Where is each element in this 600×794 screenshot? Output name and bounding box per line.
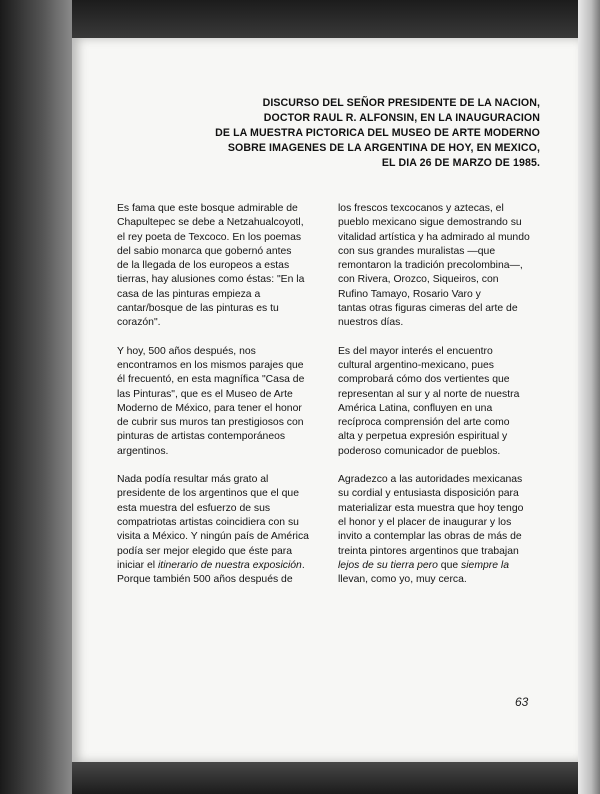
text-line: poderoso comunicador de pueblos. — [338, 445, 501, 457]
paragraph — [338, 345, 543, 459]
scan-border-bottom — [0, 760, 600, 794]
text-line: las Pinturas", que es el Museo de Arte — [117, 388, 293, 400]
text-line: recíproca comprensión del arte como — [338, 417, 510, 429]
text-run: iniciar el — [117, 559, 158, 571]
text-line: tierras, hay alusiones como éstas: "En la — [117, 274, 305, 286]
text-line: argentinos. — [117, 445, 169, 457]
italic-text-run: itinerario de nuestra exposición — [158, 559, 302, 571]
text-line: presidente de los argentinos que el que — [117, 488, 299, 500]
text-line: podía ser mejor elegido que éste para — [117, 545, 293, 557]
paragraph — [117, 202, 322, 331]
text-line: casa de las pinturas empieza a — [117, 288, 261, 300]
text-line: Nada podía resultar más grato al — [117, 474, 269, 486]
text-line: compatriotas artistas coincidiera con su — [117, 516, 299, 528]
text-line: cultural argentino-mexicano, pues — [338, 359, 494, 371]
italic-text-run: lejos de su tierra pero — [338, 559, 438, 571]
heading-line: DISCURSO DEL SEÑOR PRESIDENTE DE LA NACION, — [262, 97, 540, 109]
paragraph — [338, 202, 543, 331]
text-line: del sabio monarca que gobernó antes — [117, 245, 292, 257]
italic-text-run: siempre la — [461, 559, 509, 571]
left-column — [117, 202, 322, 601]
text-line: alta y perpetua expresión espiritual y — [338, 431, 508, 443]
page-number: 63 — [515, 695, 529, 709]
text-line: Chapultepec se debe a Netzahualcoyotl, — [117, 217, 304, 229]
paragraph — [117, 473, 322, 587]
text-line: el rey poeta de Texcoco. En los poemas — [117, 231, 302, 243]
text-line: de cubrir sus muros tan prestigiosos con — [117, 417, 304, 429]
text-line: invito a contemplar las obras de más de — [338, 531, 522, 543]
text-line: América Latina, confluyen en una — [338, 402, 493, 414]
text-line — [117, 559, 322, 573]
text-line: Rufino Tamayo, Rosario Varo y — [338, 288, 481, 300]
text-line: vitalidad artística y ha admirado al mundo — [338, 231, 530, 243]
text-line: representan al sur y al norte de nuestra — [338, 388, 520, 400]
scan-border-right — [578, 0, 600, 794]
speech-heading — [100, 96, 540, 171]
text-line: Es del mayor interés el encuentro — [338, 345, 493, 357]
text-line: Y hoy, 500 años después, nos — [117, 345, 256, 357]
text-line: Es fama que este bosque admirable de — [117, 203, 298, 214]
text-run: . — [301, 559, 305, 571]
text-line: su cordial y entusiasta disposición para — [338, 488, 519, 500]
heading-line: EL DIA 26 DE MARZO DE 1985. — [381, 157, 540, 169]
heading-line: SOBRE IMAGENES DE LA ARGENTINA DE HOY, EN MEXICO, — [227, 142, 540, 154]
text-line: remontaron la tradición precolombina—, — [338, 260, 523, 272]
text-line: el honor y el placer de inaugurar y los — [338, 516, 512, 528]
paragraph — [338, 473, 543, 587]
text-line: esta muestra del esfuerzo de sus — [117, 502, 271, 514]
text-line: con Rivera, Orozco, Siqueiros, con — [338, 274, 499, 286]
text-line: tantas otras figuras cimeras del arte de — [338, 303, 518, 315]
text-line — [338, 559, 543, 573]
text-line: treinta pintores argentinos que trabajan — [338, 545, 519, 557]
heading-line: DOCTOR RAUL R. ALFONSIN, EN LA INAUGURACION — [263, 112, 540, 124]
text-line: Porque también 500 años después de — [117, 574, 293, 586]
text-line: los frescos texcocanos y aztecas, el — [338, 203, 504, 214]
text-line: Agradezco a las autoridades mexicanas — [338, 474, 523, 486]
right-column — [338, 202, 543, 601]
text-line: con sus grandes muralistas —que — [338, 245, 496, 257]
text-run: que — [437, 559, 462, 571]
text-line: cantar/bosque de las pinturas es tu — [117, 303, 279, 315]
text-line: llevan, como yo, muy cerca. — [338, 574, 467, 586]
text-line: pinturas de artistas contemporáneos — [117, 431, 286, 443]
text-line: de la llegada de los europeos a estas — [117, 260, 290, 272]
text-line: él frecuentó, en esta magnífica "Casa de — [117, 374, 305, 386]
document-page — [72, 38, 578, 762]
text-line: encontramos en los mismos parajes que — [117, 359, 304, 371]
text-line: pueblo mexicano sigue demostrando su — [338, 217, 522, 229]
text-line: Moderno de México, para tener el honor — [117, 402, 302, 414]
heading-line: DE LA MUESTRA PICTORICA DEL MUSEO DE ARTE MODERNO — [215, 127, 540, 139]
text-line: comprobará cómo dos vertientes que — [338, 374, 510, 386]
text-line: visita a México. Y ningún país de América — [117, 531, 309, 543]
scan-border-top — [0, 0, 600, 40]
text-line: corazón". — [117, 317, 161, 329]
scan-border-left — [0, 0, 72, 794]
text-line: materializar esta muestra que hoy tengo — [338, 502, 524, 514]
text-line: nuestros días. — [338, 317, 404, 329]
paragraph — [117, 345, 322, 459]
